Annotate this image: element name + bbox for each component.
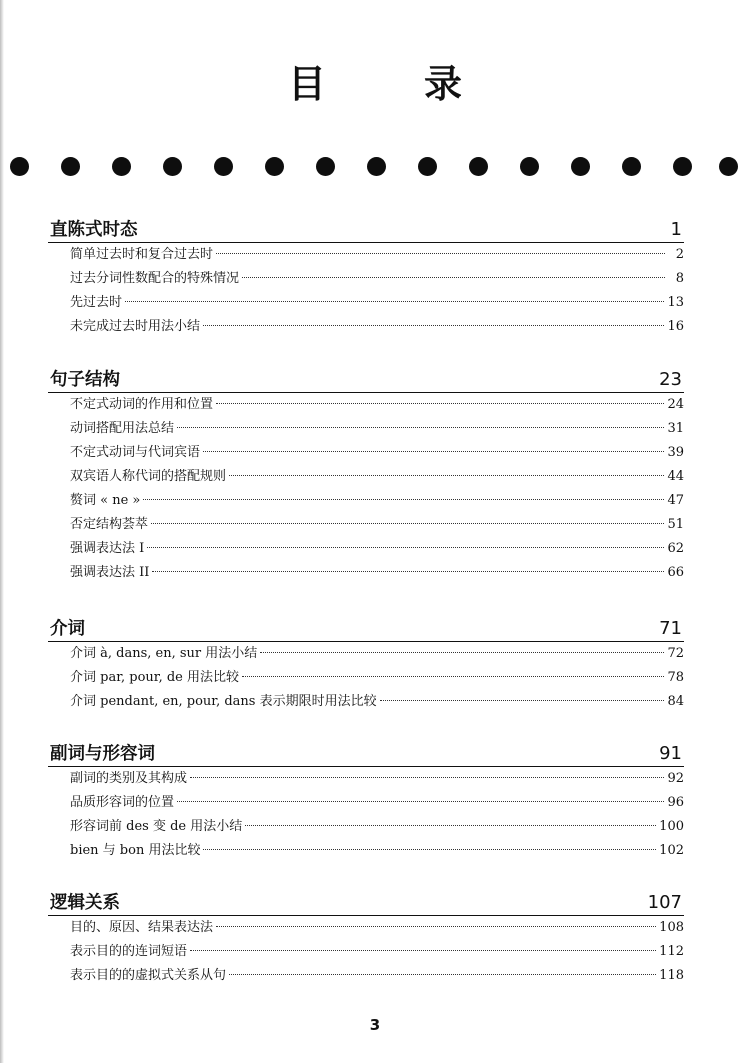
- toc-entry[interactable]: [70, 417, 684, 441]
- entry-title: 否定结构荟萃: [70, 517, 149, 532]
- entry-page-number: 66: [667, 565, 684, 580]
- section-heading[interactable]: [48, 887, 684, 916]
- entry-title: 过去分词性数配合的特殊情况: [70, 271, 240, 286]
- entry-title: 双宾语人称代词的搭配规则: [70, 469, 227, 484]
- page-number: 3: [369, 1016, 381, 1034]
- toc-entry[interactable]: [70, 315, 684, 339]
- section-page-number: 91: [659, 743, 682, 764]
- page-left-edge: [0, 0, 4, 1063]
- section-heading[interactable]: [48, 214, 684, 243]
- dot-leader: [152, 571, 664, 572]
- dot-leader: [380, 700, 665, 701]
- toc-entry[interactable]: [70, 839, 684, 863]
- decorative-dot: [622, 157, 641, 176]
- dot-leader: [151, 523, 664, 524]
- entry-page-number: 108: [659, 920, 684, 935]
- entry-title: 形容词前 des 变 de 用法小结: [70, 819, 243, 834]
- dot-leader: [242, 676, 664, 677]
- toc-entry[interactable]: [70, 916, 684, 940]
- dot-leader: [203, 325, 664, 326]
- decorative-dot: [214, 157, 233, 176]
- dot-leader: [125, 301, 664, 302]
- section-page-number: 71: [659, 618, 682, 639]
- entry-title: 表示目的的虚拟式关系从句: [70, 968, 227, 983]
- entry-page-number: 100: [659, 819, 684, 834]
- dot-leader: [143, 499, 664, 500]
- section-page-number: 1: [670, 219, 682, 240]
- dot-leader: [216, 253, 665, 254]
- decorative-dot: [316, 157, 335, 176]
- section-page-number: 23: [659, 369, 682, 390]
- entry-title: 不定式动词与代词宾语: [70, 445, 201, 460]
- toc-section: [48, 887, 684, 988]
- toc-entry[interactable]: [70, 441, 684, 465]
- entry-title: 先过去时: [70, 295, 123, 310]
- entry-page-number: 112: [659, 944, 684, 959]
- dot-leader: [177, 427, 664, 428]
- toc-entry[interactable]: [70, 642, 684, 666]
- decorative-dot: [673, 157, 692, 176]
- toc-entry[interactable]: [70, 561, 684, 585]
- decorative-dot: [571, 157, 590, 176]
- entry-title: bien 与 bon 用法比较: [70, 843, 201, 858]
- decorative-dot: [367, 157, 386, 176]
- entry-page-number: 78: [667, 670, 684, 685]
- toc-entry[interactable]: [70, 666, 684, 690]
- entry-page-number: 39: [667, 445, 684, 460]
- entry-page-number: 2: [675, 247, 684, 262]
- entry-page-number: 47: [667, 493, 684, 508]
- entry-title: 强调表达法 I: [70, 541, 145, 556]
- entry-page-number: 24: [667, 397, 684, 412]
- entry-page-number: 118: [659, 968, 684, 983]
- decorative-dot: [61, 157, 80, 176]
- toc-entry[interactable]: [70, 767, 684, 791]
- dot-leader: [260, 652, 664, 653]
- entry-page-number: 92: [667, 771, 684, 786]
- dot-leader: [242, 277, 665, 278]
- dot-leader: [203, 451, 664, 452]
- dot-leader: [245, 825, 656, 826]
- entry-page-number: 13: [667, 295, 684, 310]
- entry-title: 简单过去时和复合过去时: [70, 247, 214, 262]
- entry-title: 赘词 « ne »: [70, 493, 141, 508]
- entry-title: 未完成过去时用法小结: [70, 319, 201, 334]
- entry-page-number: 44: [667, 469, 684, 484]
- page-title: 目 录: [287, 62, 492, 106]
- decorative-dot: [520, 157, 539, 176]
- entry-page-number: 84: [667, 694, 684, 709]
- entry-page-number: 96: [667, 795, 684, 810]
- entry-title: 介词 par, pour, de 用法比较: [70, 670, 239, 685]
- dot-leader: [177, 801, 664, 802]
- entry-title: 介词 à, dans, en, sur 用法小结: [70, 646, 258, 661]
- toc-entry[interactable]: [70, 291, 684, 315]
- toc-entry[interactable]: [70, 690, 684, 714]
- entry-title: 目的、原因、结果表达法: [70, 920, 214, 935]
- entry-title: 表示目的的连词短语: [70, 944, 188, 959]
- decorative-dot: [112, 157, 131, 176]
- decorative-dot-row: [10, 157, 738, 177]
- entry-page-number: 102: [659, 843, 684, 858]
- dot-leader: [203, 849, 656, 850]
- toc-entry[interactable]: [70, 940, 684, 964]
- toc-section: [48, 364, 684, 585]
- decorative-dot: [719, 157, 738, 176]
- decorative-dot: [265, 157, 284, 176]
- entry-title: 强调表达法 II: [70, 565, 150, 580]
- toc-entry[interactable]: [70, 815, 684, 839]
- entry-page-number: 62: [667, 541, 684, 556]
- section-title: 直陈式时态: [50, 220, 138, 240]
- dot-leader: [190, 777, 664, 778]
- decorative-dot: [418, 157, 437, 176]
- decorative-dot: [10, 157, 29, 176]
- decorative-dot: [163, 157, 182, 176]
- toc-section: [48, 613, 684, 714]
- toc-section: [48, 738, 684, 863]
- section-title: 副词与形容词: [50, 744, 155, 764]
- dot-leader: [190, 950, 656, 951]
- entry-page-number: 16: [667, 319, 684, 334]
- entry-title: 副词的类别及其构成: [70, 771, 188, 786]
- toc-entry[interactable]: [70, 393, 684, 417]
- entry-page-number: 8: [675, 271, 684, 286]
- toc-entry[interactable]: [70, 791, 684, 815]
- dot-leader: [229, 974, 656, 975]
- entry-title: 不定式动词的作用和位置: [70, 397, 214, 412]
- section-heading[interactable]: [48, 738, 684, 767]
- entry-page-number: 31: [667, 421, 684, 436]
- entry-title: 动词搭配用法总结: [70, 421, 175, 436]
- toc-entry[interactable]: [70, 489, 684, 513]
- toc-section: [48, 214, 684, 339]
- dot-leader: [229, 475, 664, 476]
- decorative-dot: [469, 157, 488, 176]
- section-title: 介词: [50, 619, 85, 639]
- toc-entry[interactable]: [70, 465, 684, 489]
- toc-entry[interactable]: [70, 537, 684, 561]
- entry-title: 品质形容词的位置: [70, 795, 175, 810]
- entry-page-number: 72: [667, 646, 684, 661]
- section-title: 逻辑关系: [50, 893, 120, 913]
- section-heading[interactable]: [48, 364, 684, 393]
- toc-entry[interactable]: [70, 513, 684, 537]
- section-heading[interactable]: [48, 613, 684, 642]
- toc-entry[interactable]: [70, 964, 684, 988]
- dot-leader: [147, 547, 664, 548]
- toc-entry[interactable]: [70, 243, 684, 267]
- section-title: 句子结构: [50, 370, 120, 390]
- entry-page-number: 51: [667, 517, 684, 532]
- dot-leader: [216, 926, 656, 927]
- dot-leader: [216, 403, 664, 404]
- toc-entry[interactable]: [70, 267, 684, 291]
- section-page-number: 107: [647, 892, 682, 913]
- entry-title: 介词 pendant, en, pour, dans 表示期限时用法比较: [70, 694, 377, 709]
